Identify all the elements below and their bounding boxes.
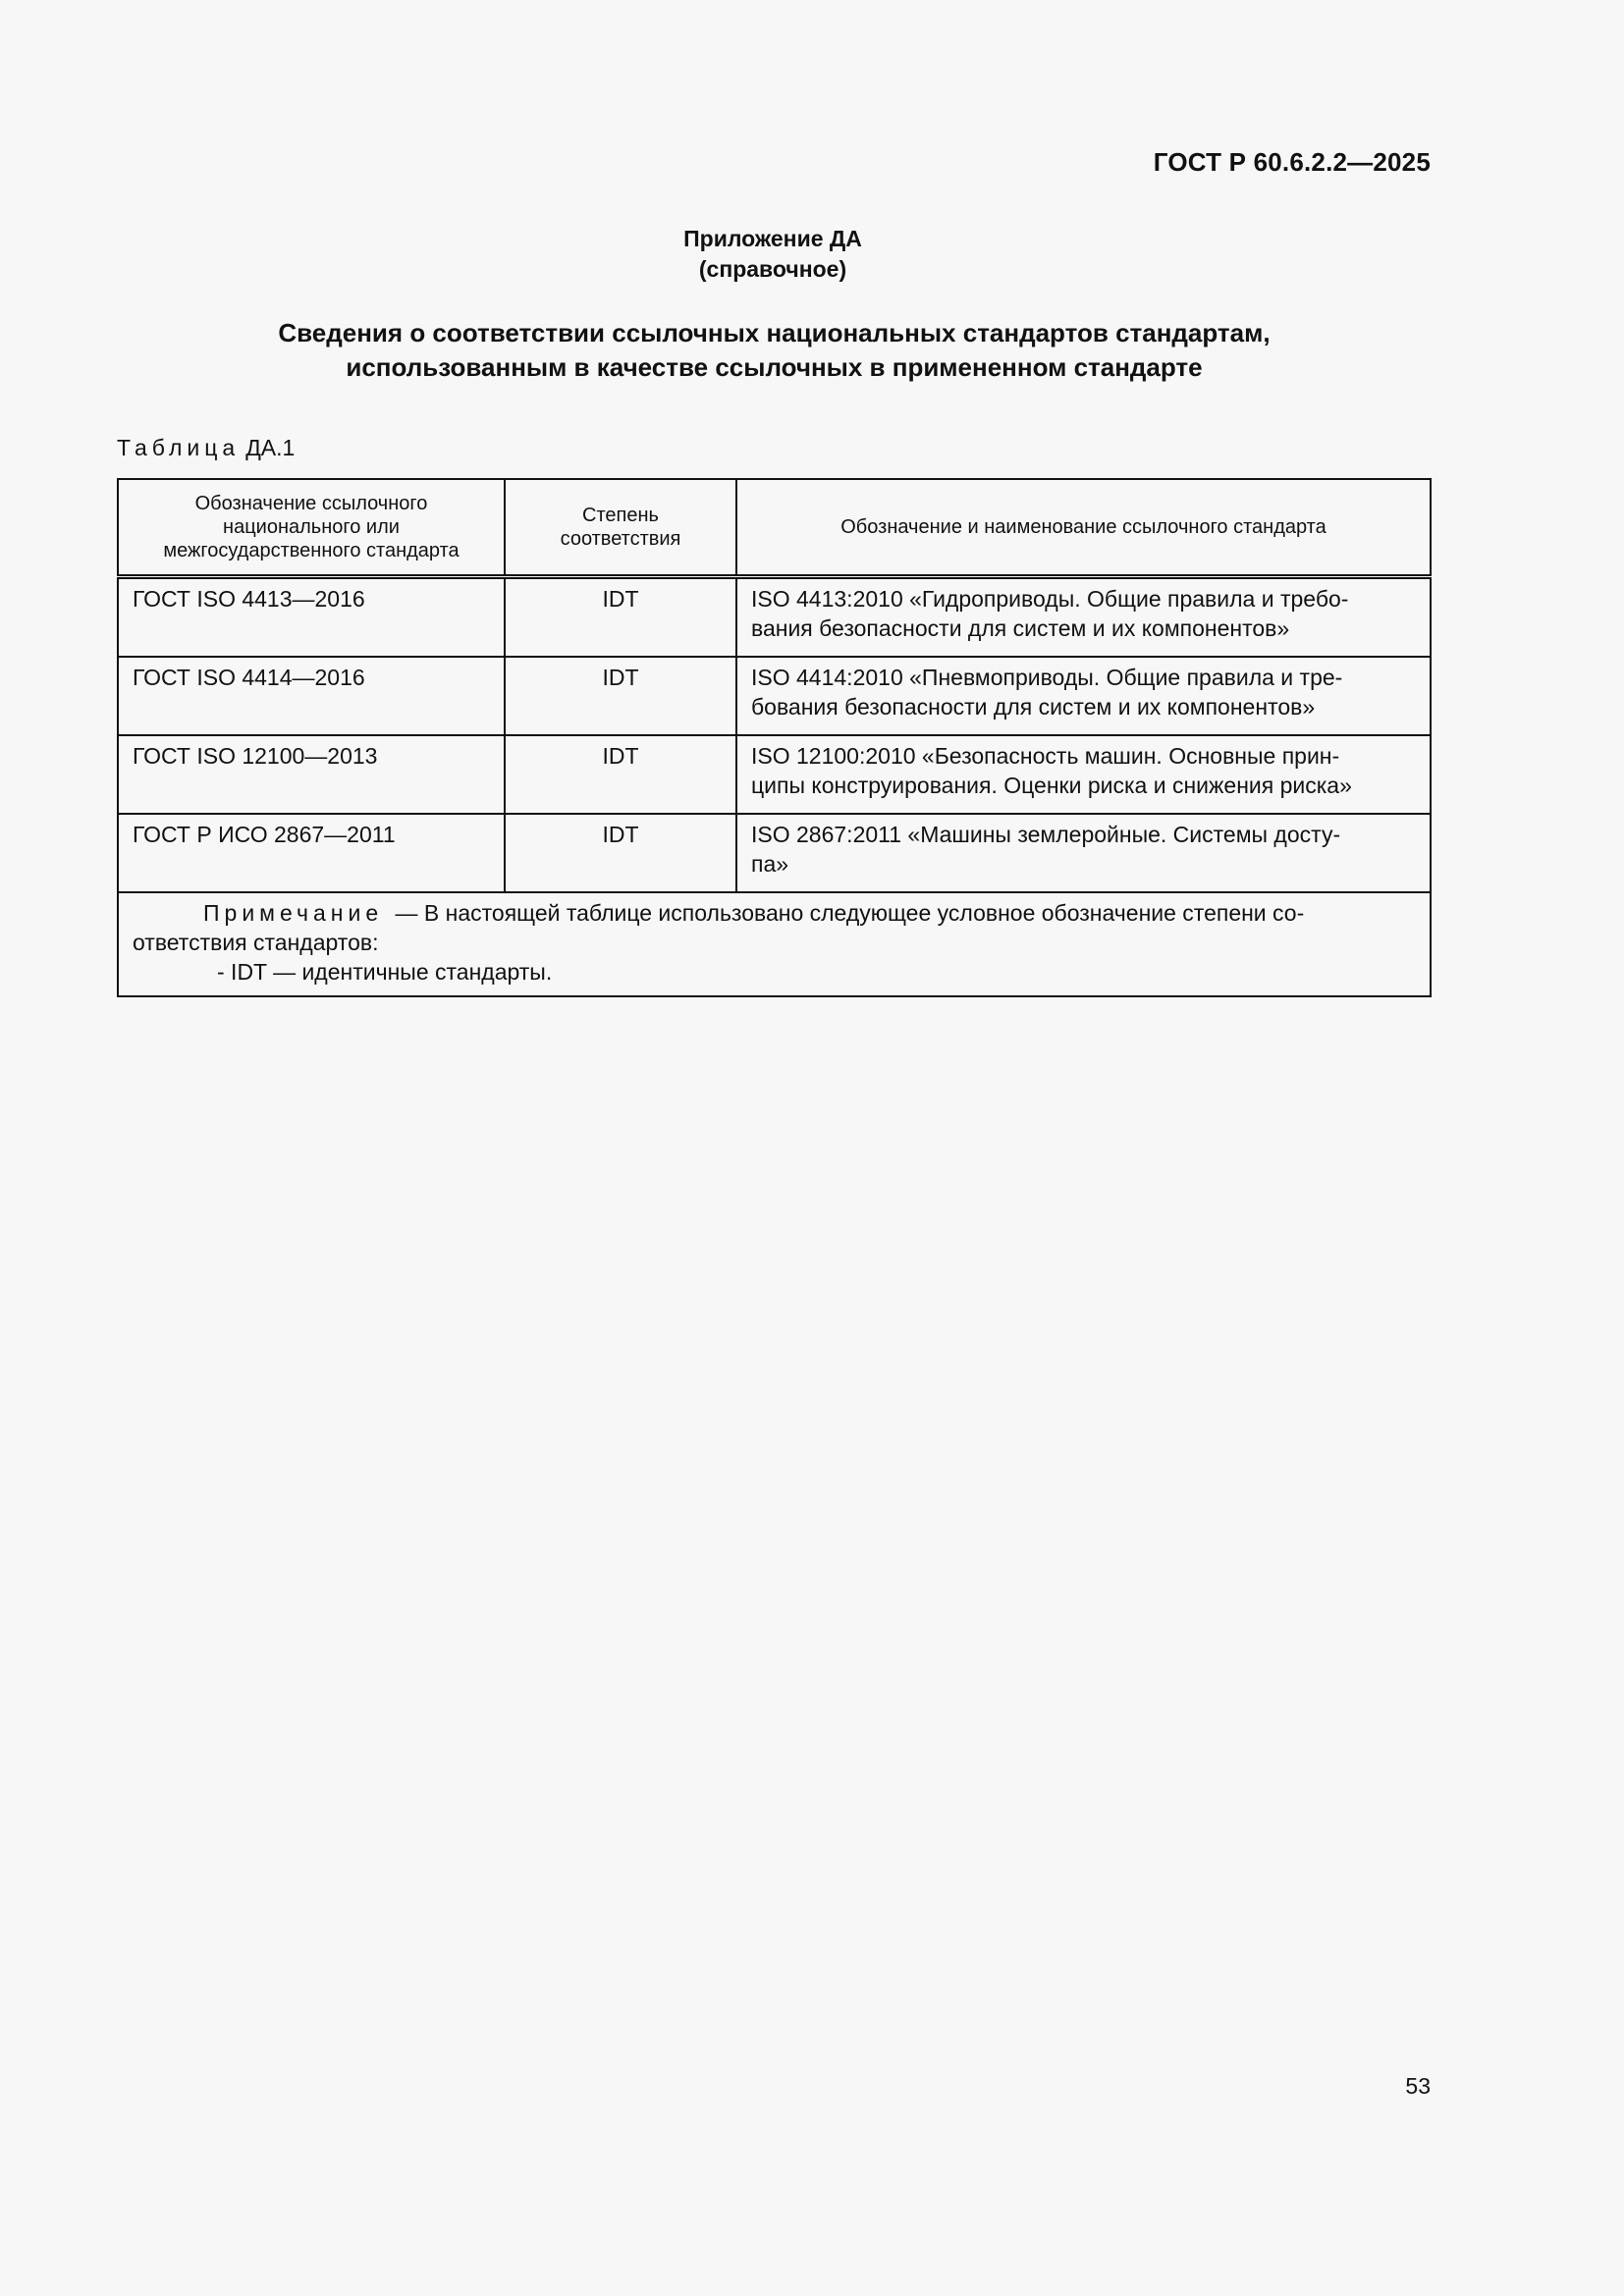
reference-standards-table [117,478,1432,997]
header-text: межгосударственного стандарта [163,540,460,561]
cell-standard-code: ГОСТ Р ИСО 2867—2011 [118,814,505,892]
cell-standard-code: ГОСТ ISO 4413—2016 [118,577,505,658]
header-text: Степень [582,505,659,526]
note-text: — В настоящей таблице использовано следующее условное обозначение степени со- [395,900,1305,926]
header-text: соответствия [560,528,681,550]
cell-reference-name [736,577,1431,658]
annex-status-line: (справочное) [698,256,847,282]
cell-standard-code: ГОСТ ISO 4414—2016 [118,657,505,735]
header-text: Обозначение ссылочного [194,493,428,514]
document-code: ГОСТ Р 60.6.2.2—2025 [1153,147,1431,177]
cell-conformity-degree: IDT [505,577,736,658]
table-row [118,735,1431,814]
cell-text: бования безопасности для систем и их компонентов» [751,694,1316,720]
cell-conformity-degree: IDT [505,735,736,814]
header-text: национального или [223,516,400,538]
cell-text: ISO 4414:2010 «Пневмоприводы. Общие правила и тре- [751,665,1343,690]
cell-text: вания безопасности для систем и их компонентов» [751,615,1290,641]
cell-standard-code: ГОСТ ISO 12100—2013 [118,735,505,814]
cell-text: ISO 2867:2011 «Машины землеройные. Системы досту- [751,822,1341,847]
cell-reference-name [736,735,1431,814]
annex-heading-line1: Сведения о соответствии ссылочных национальных стандартов стандартам, [278,318,1271,347]
cell-reference-name [736,657,1431,735]
table-caption-label: Таблица [117,435,241,460]
header-text: Обозначение и наименование ссылочного стандарта [840,516,1326,538]
cell-text: ISO 12100:2010 «Безопасность машин. Основные прин- [751,743,1340,769]
table-header-row [118,479,1431,577]
cell-text: па» [751,851,789,877]
annex-title-line: Приложение ДА [683,226,862,251]
cell-text: ISO 4413:2010 «Гидроприводы. Общие правила и требо- [751,586,1349,612]
header-reference-standard [736,479,1431,577]
annex-heading [118,316,1431,385]
cell-reference-name [736,814,1431,892]
note-label: Примечание [203,900,384,926]
cell-conformity-degree: IDT [505,814,736,892]
annex-heading-line2: использованным в качестве ссылочных в примененном стандарте [346,352,1203,382]
note-list-item: - IDT — идентичные стандарты. [217,959,553,985]
header-national-standard [118,479,505,577]
table-caption-number: ДА.1 [245,435,296,460]
page-number: 53 [1405,2073,1431,2099]
table-caption [117,435,295,461]
annex-title [0,224,1545,285]
table-note [118,892,1431,996]
table-note-row [118,892,1431,996]
table-row [118,577,1431,658]
cell-text: ципы конструирования. Оценки риска и снижения риска» [751,773,1352,798]
note-line-continued: ответствия стандартов: [133,930,379,955]
header-conformity-degree [505,479,736,577]
table-row [118,814,1431,892]
table-row [118,657,1431,735]
note-line [133,898,1416,928]
cell-conformity-degree: IDT [505,657,736,735]
